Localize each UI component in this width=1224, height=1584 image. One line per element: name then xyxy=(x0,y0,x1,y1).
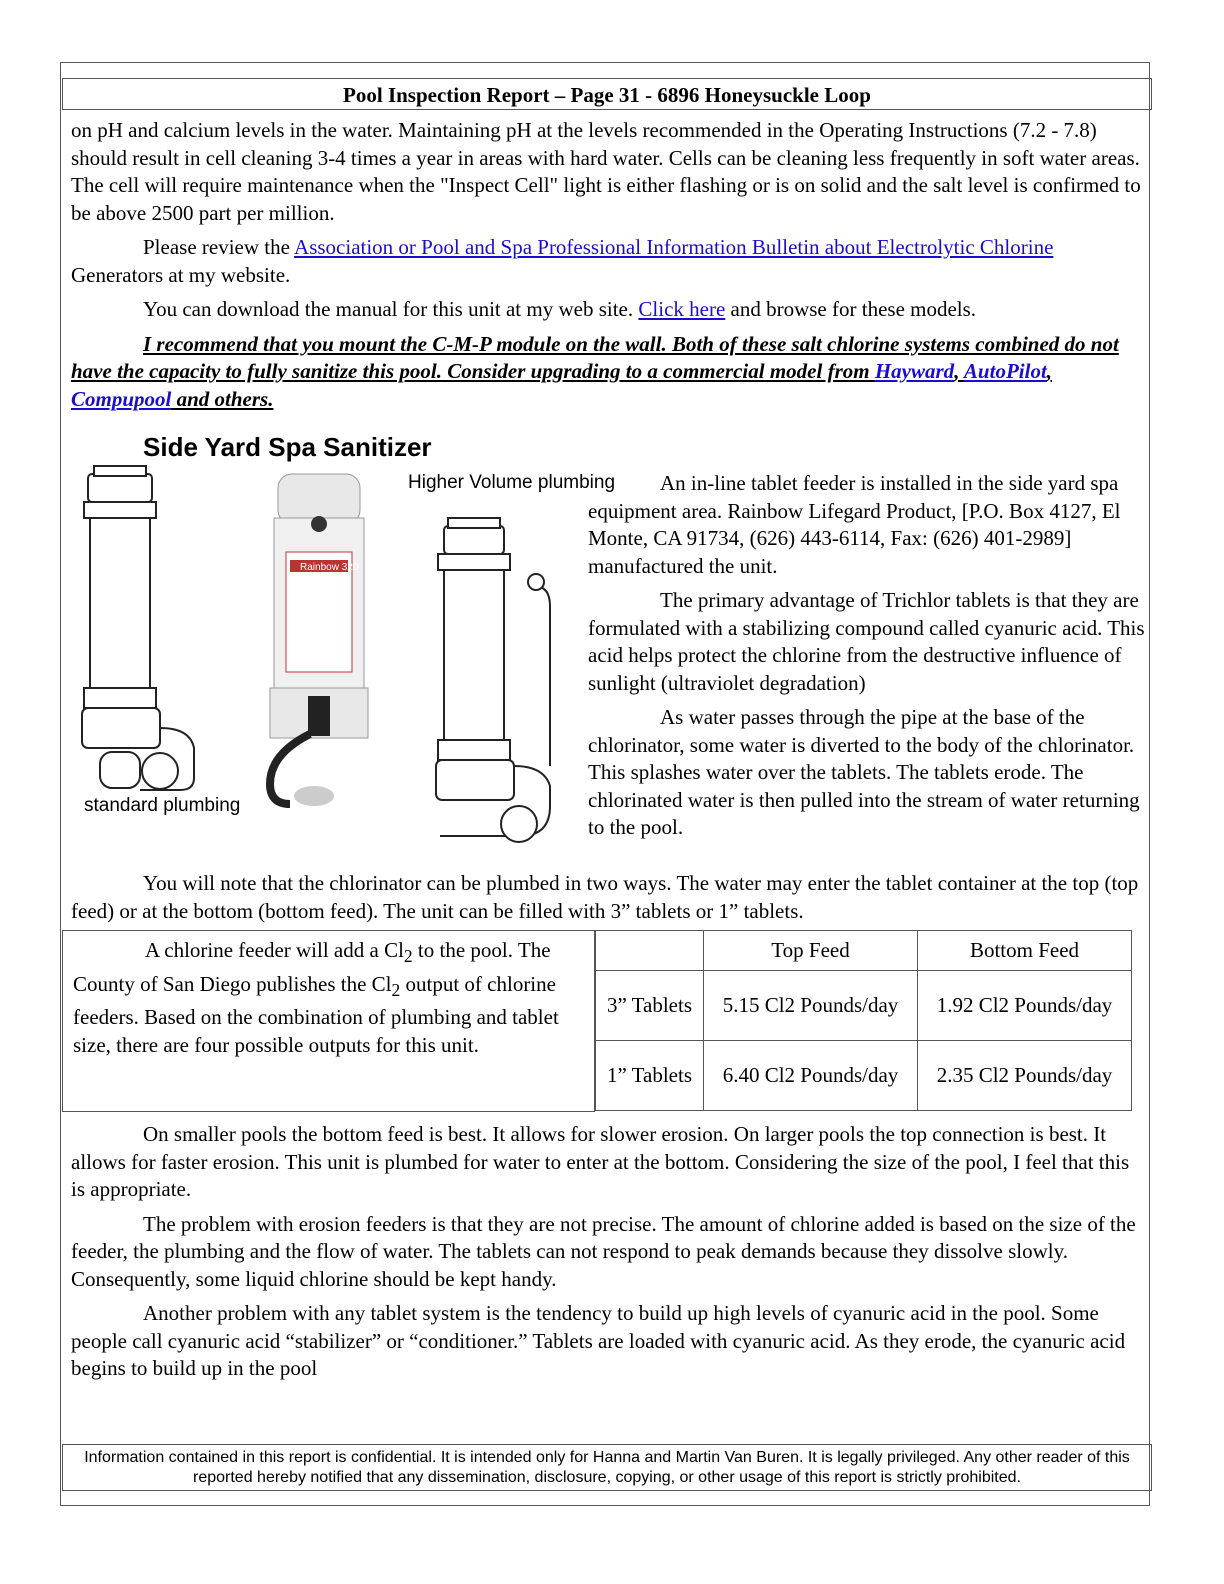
hayward-link[interactable]: Hayward xyxy=(874,359,955,383)
intro-paragraph: on pH and calcium levels in the water. Maintaining pH at the levels recommended in the Operating Instructions (7.2 - 7.8) should result in cell cleaning 3-4 times a year in areas with hard water. Cells can be cleaning less frequently in soft water areas. The cell will require maintenance when the "Inspect Cell" light is either flashing or is on solid and the salt level is confirmed to be above 2500 part per million. xyxy=(71,118,1141,225)
erosion-problem-paragraph: The problem with erosion feeders is that they are not precise. The amount of chlorine added is based on the size of the feeder, the plumbing and the flow of water. The tablets can not respond to peak demands because they dissolve slowly. Consequently, some liquid chlorine should be kept handy. xyxy=(71,1211,1136,1291)
higher-volume-unit-drawing xyxy=(436,518,550,842)
intro-section xyxy=(71,117,1141,420)
product-label: Rainbow 320 xyxy=(300,562,359,573)
trichlor-paragraph: The primary advantage of Trichlor tablets is that they are formulated with a stabilizing compound called cyanuric acid. This acid helps protect the chlorine from the destructive influence of sunlight (ultraviolet degradation) xyxy=(588,588,1145,695)
bulletin-paragraph: Please review the Association or Pool and Spa Professional Information Bulletin about Electrolytic Chlorine Generators at my website. xyxy=(71,235,1054,287)
page-header: Pool Inspection Report – Page 31 - 6896 Honeysuckle Loop xyxy=(62,78,1152,110)
feeder-output-table xyxy=(595,930,1132,1111)
compupool-link[interactable]: Compupool xyxy=(71,386,172,411)
chlorinator-figure xyxy=(64,466,616,866)
closing-section xyxy=(71,1121,1141,1390)
standard-plumbing-label: standard plumbing xyxy=(84,795,241,816)
section-title: Side Yard Spa Sanitizer xyxy=(143,432,432,462)
feeder-install-paragraph: An in-line tablet feeder is installed in the side yard spa equipment area. Rainbow Lifegard Product, [P.O. Box 4127, El Monte, CA 91734, (626) 443-6114, Fax: (626) 401-2989] manufactured the unit. xyxy=(588,471,1121,578)
plumbing-note-text: You will note that the chlorinator can be plumbed in two ways. The water may enter the tablet container at the top (top feed) or at the bottom (bottom feed). The unit can be filled with 3” tablets or 1” tablets. xyxy=(71,871,1139,923)
feeder-output-text: A chlorine feeder will add a $Cl_2$ to the pool. The County of San Diego publishes the $Cl_2$ output of chlorine feeders. Based on the combination of plumbing and tablet size, there are four possible outputs for this unit. xyxy=(62,930,595,1112)
bottom-feed-header: Bottom Feed xyxy=(918,931,1132,971)
chlorinator-illustration xyxy=(64,466,616,866)
autopilot-link[interactable]: AutoPilot xyxy=(963,359,1047,383)
bulletin-link[interactable]: Association or Pool and Spa Professional Information Bulletin about Electrolytic Chlorine xyxy=(294,235,1054,259)
recommendation-paragraph: I recommend that you mount the C-M-P module on the wall. Both of these salt chlorine systems combined do not have the capacity to fully sanitize this pool. Consider upgrading to a commercial model from Hayward, AutoPilot, Compupool and others. xyxy=(71,331,1119,411)
photo-unit-drawing xyxy=(270,474,368,806)
flow-paragraph: As water passes through the pipe at the base of the chlorinator, some water is diverted to the body of the chlorinator. This splashes water over the tablets. The tablets erode. The chlorinated water is then pulled into the stream of water returning to the pool. xyxy=(588,705,1140,839)
standard-unit-drawing xyxy=(82,466,194,790)
manual-paragraph: You can download the manual for this unit at my web site. Click here and browse for these models. xyxy=(143,297,977,321)
top-feed-header: Top Feed xyxy=(704,931,918,971)
cyanuric-paragraph: Another problem with any tablet system is the tendency to build up high levels of cyanuric acid in the pool. Some people call cyanuric acid “stabilizer” or “conditioner.” Tablets are loaded with cyanuric acid. As they erode, the cyanuric acid begins to build up in the pool xyxy=(71,1301,1126,1380)
higher-volume-label: Higher Volume plumbing xyxy=(408,472,616,493)
plumbing-note xyxy=(71,870,1141,932)
feed-choice-paragraph: On smaller pools the bottom feed is best. It allows for slower erosion. On larger pools the top connection is best. It allows for faster erosion. This unit is plumbed for water to enter at the bottom. Considering the size of the pool, I feel that this is appropriate. xyxy=(71,1122,1130,1201)
click-here-link[interactable]: Click here xyxy=(638,297,726,321)
table-row: 1” Tablets 6.40 Cl2 Pounds/day 2.35 Cl2 Pounds/day xyxy=(596,1041,1132,1111)
table-header-row xyxy=(596,931,1132,971)
feeder-description xyxy=(588,470,1148,849)
confidentiality-footer: Information contained in this report is confidential. It is intended only for Hanna and Martin Van Buren. It is legally privileged. Any other reader of this reported hereby notified that any dissemination, disclosure, copying, or other usage of this report is strictly prohibited. xyxy=(62,1444,1152,1491)
feeder-output-section xyxy=(62,930,1132,1112)
table-row: 3” Tablets 5.15 Cl2 Pounds/day 1.92 Cl2 Pounds/day xyxy=(596,971,1132,1041)
